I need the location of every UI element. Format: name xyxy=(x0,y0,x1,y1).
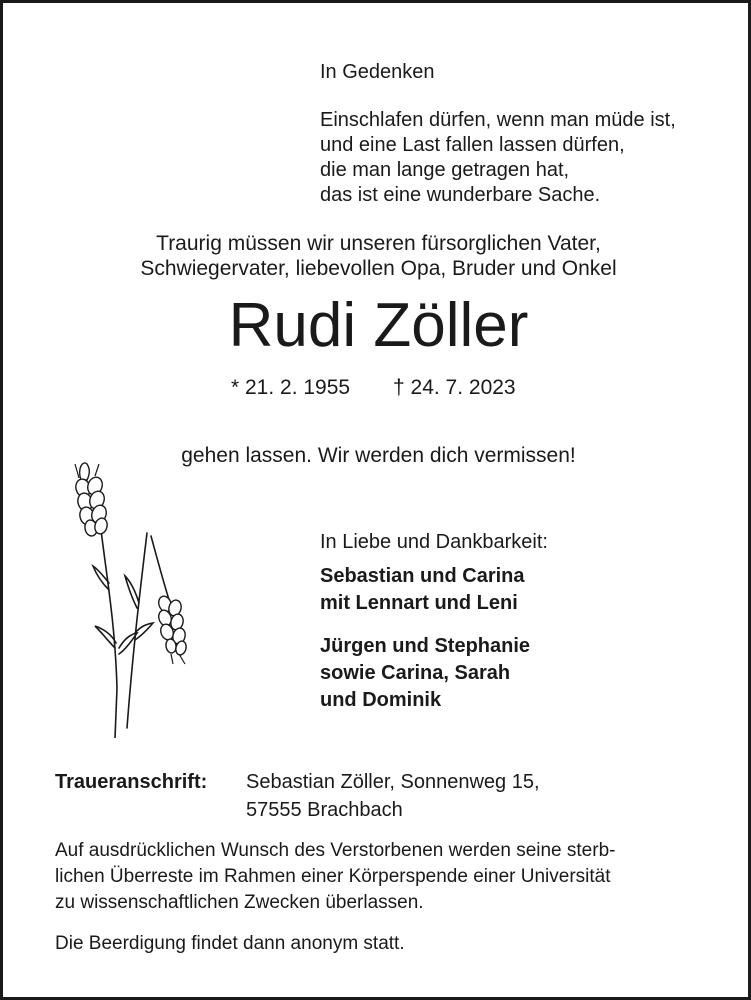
wheat-stalks-icon xyxy=(61,458,201,738)
family-line: sowie Carina, Sarah xyxy=(320,662,511,684)
lead-text xyxy=(3,230,751,280)
family-line: Jürgen und Stephanie xyxy=(320,635,531,657)
poem xyxy=(320,107,676,207)
family-line: mit Lennart und Leni xyxy=(320,592,518,614)
family-line: Sebastian und Carina xyxy=(320,565,525,587)
poem-line: das ist eine wunderbare Sache. xyxy=(320,184,601,206)
notice-line: lichen Überreste im Rahmen einer Körperspende einer Universität xyxy=(55,866,611,887)
memorial-intro: In Gedenken xyxy=(320,61,435,83)
lead-line: Traurig müssen wir unseren fürsorglichen Vater, xyxy=(156,232,601,255)
farewell-text: gehen lassen. Wir werden dich vermissen! xyxy=(181,444,576,467)
death-date: † 24. 7. 2023 xyxy=(393,376,516,399)
mourners-intro: In Liebe und Dankbarkeit: xyxy=(320,531,548,553)
notice-line: Auf ausdrücklichen Wunsch des Verstorbenen werden seine sterb- xyxy=(55,840,616,861)
donation-notice xyxy=(55,838,615,916)
address-line: 57555 Brachbach xyxy=(246,799,403,821)
address-line: Sebastian Zöller, Sonnenweg 15, xyxy=(246,771,540,793)
family-line: und Dominik xyxy=(320,689,442,711)
birth-date: * 21. 2. 1955 xyxy=(231,376,351,399)
address-label: Traueranschrift: xyxy=(55,771,208,793)
family-group xyxy=(320,563,525,617)
notice-line: zu wissenschaftlichen Zwecken überlassen. xyxy=(55,892,424,913)
burial-notice: Die Beerdigung findet dann anonym statt. xyxy=(55,933,405,954)
deceased-name: Rudi Zöller xyxy=(228,291,529,360)
poem-line: und eine Last fallen lassen dürfen, xyxy=(320,134,625,156)
lead-line: Schwiegervater, liebevollen Opa, Bruder und Onkel xyxy=(140,257,617,280)
family-group xyxy=(320,633,530,714)
poem-line: die man lange getragen hat, xyxy=(320,159,570,181)
poem-line: Einschlafen dürfen, wenn man müde ist, xyxy=(320,109,676,131)
